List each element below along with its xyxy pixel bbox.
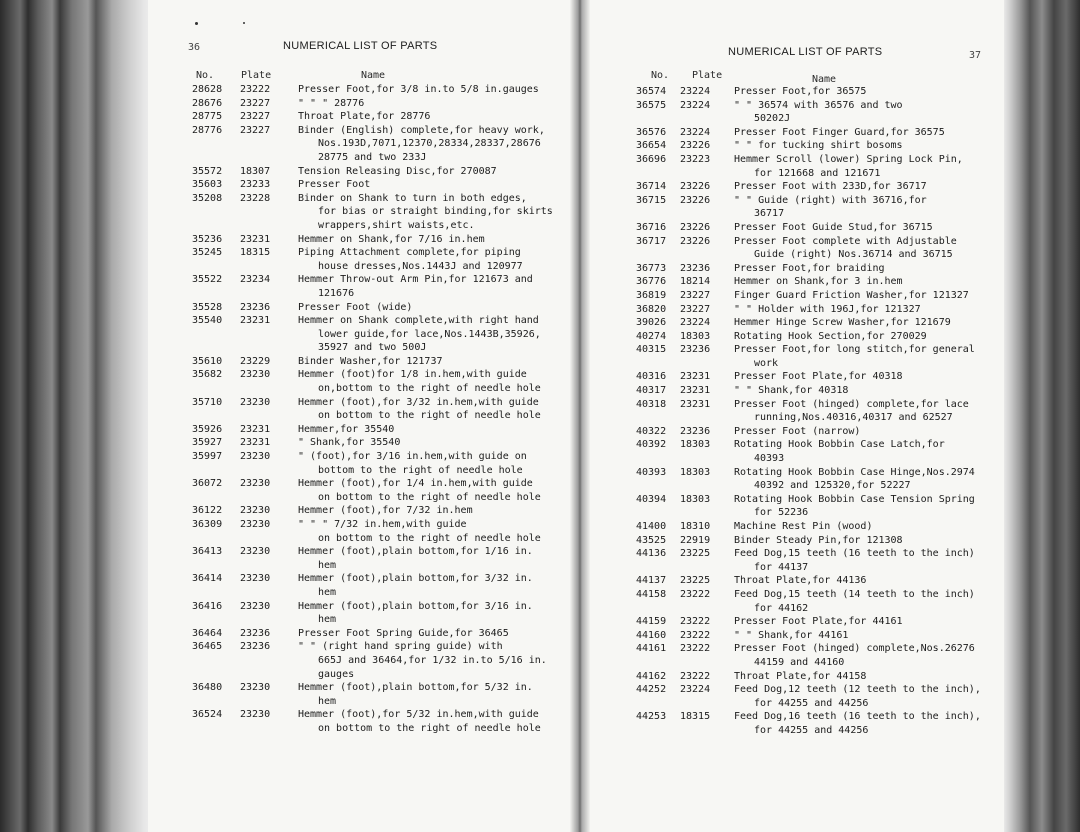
part-number: 41400 — [636, 521, 667, 532]
part-name: Presser Foot (hinged) complete,for lace running,Nos.40316,40317 and 62527 — [734, 398, 969, 424]
part-number: 35682 — [192, 369, 223, 381]
table-row — [636, 316, 996, 330]
part-number: 36773 — [636, 262, 667, 274]
part-name: " (foot),for 3/16 in.hem,with guide on bottom to the right of needle hole — [298, 451, 527, 476]
part-number: 40318 — [636, 398, 667, 410]
col-header-no: No. — [196, 70, 215, 81]
page-number-right: 37 — [969, 50, 982, 61]
plate-number: 23231 — [680, 385, 711, 397]
part-name: Presser Foot,for braiding — [734, 262, 885, 274]
part-name: " " (right hand spring guide) with 665J and 36464,for 1/32 in.to 5/16 in. gauges — [298, 641, 547, 680]
part-number: 36480 — [192, 682, 223, 694]
table-row — [636, 153, 996, 180]
table-row — [192, 450, 562, 477]
plate-number: 23231 — [240, 315, 271, 327]
part-name: Finger Guard Friction Washer,for 121327 — [734, 289, 969, 301]
part-number: 44159 — [636, 616, 667, 628]
plate-number: 23222 — [680, 643, 711, 655]
plate-number: 23227 — [680, 289, 711, 301]
plate-number: 23236 — [240, 641, 271, 653]
part-name: Presser Foot — [298, 179, 371, 191]
part-number: 36072 — [192, 478, 223, 490]
part-name: Presser Foot Plate,for 40318 — [734, 371, 903, 383]
table-row — [192, 504, 562, 518]
table-row — [636, 370, 996, 384]
plate-number: 23224 — [680, 99, 711, 111]
part-number: 35522 — [192, 274, 223, 286]
table-row — [636, 493, 996, 520]
part-name: Presser Foot (narrow) — [734, 425, 861, 437]
part-name: Hemmer (foot),for 5/32 in.hem,with guide on bottom to the right of needle hole — [298, 709, 541, 734]
table-row — [636, 547, 996, 574]
table-row — [636, 275, 996, 289]
part-number: 35528 — [192, 301, 223, 313]
plate-number: 23224 — [680, 684, 711, 696]
table-row — [636, 235, 996, 262]
table-row — [636, 574, 996, 588]
table-row — [192, 314, 562, 355]
part-number: 35710 — [192, 396, 223, 408]
part-number: 36122 — [192, 505, 223, 517]
part-number: 40392 — [636, 439, 667, 451]
plate-number: 23226 — [680, 235, 711, 247]
plate-number: 18303 — [680, 330, 711, 342]
table-row — [192, 572, 562, 599]
part-number: 36716 — [636, 221, 667, 233]
plate-number: 23222 — [680, 588, 711, 600]
plate-number: 23230 — [240, 451, 271, 463]
part-number: 36714 — [636, 181, 667, 193]
table-row — [636, 126, 996, 140]
part-number: 36416 — [192, 600, 223, 612]
scanner-edge-left — [0, 0, 160, 832]
part-name: Presser Foot,for long stitch,for general work — [734, 344, 975, 369]
part-number: 36575 — [636, 99, 667, 111]
table-row — [192, 600, 562, 627]
part-name: Presser Foot Spring Guide,for 36465 — [298, 627, 509, 639]
plate-number: 23236 — [680, 262, 711, 274]
plate-number: 23236 — [680, 344, 711, 356]
table-row — [192, 423, 562, 437]
plate-number: 23226 — [680, 181, 711, 193]
table-row — [192, 192, 562, 233]
plate-number: 23230 — [240, 519, 271, 530]
part-name: Hemmer Throw-out Arm Pin,for 121673 and 121676 — [298, 274, 533, 299]
part-name: Hemmer (foot),plain bottom,for 3/16 in. hem — [298, 600, 533, 626]
page-title-right: NUMERICAL LIST OF PARTS — [728, 46, 883, 58]
plate-number: 23230 — [240, 600, 271, 612]
table-row — [636, 139, 996, 153]
table-row — [192, 627, 562, 641]
part-name: Presser Foot with 233D,for 36717 — [734, 181, 927, 193]
part-name: Machine Rest Pin (wood) — [734, 521, 873, 532]
part-name: " " " 7/32 in.hem,with guide on bottom to the right of needle hole — [298, 519, 541, 544]
plate-number: 18303 — [680, 493, 711, 505]
table-row — [636, 425, 996, 439]
part-number: 44137 — [636, 575, 667, 587]
book-gutter — [570, 0, 590, 832]
part-name: Hemmer on Shank complete,with right hand lower guide,for lace,Nos.1443B,35926, 35927 and two 500J — [298, 315, 541, 354]
part-name: Throat Plate,for 44158 — [734, 670, 867, 682]
plate-number: 23224 — [680, 317, 711, 329]
plate-number: 23224 — [680, 86, 711, 97]
part-number: 44162 — [636, 670, 667, 682]
table-row — [192, 83, 562, 97]
table-row — [636, 534, 996, 548]
part-name: Feed Dog,15 teeth (14 teeth to the inch) for 44162 — [734, 588, 975, 614]
page-number-left: 36 — [188, 42, 201, 53]
part-number: 36717 — [636, 235, 667, 247]
part-name: Presser Foot Guide Stud,for 36715 — [734, 221, 933, 233]
part-name: Presser Foot (wide) — [298, 301, 413, 313]
plate-number: 23230 — [240, 478, 271, 490]
part-name: Binder Washer,for 121737 — [298, 355, 443, 367]
part-name: Hemmer (foot),plain bottom,for 5/32 in. hem — [298, 682, 533, 707]
table-row — [192, 681, 562, 708]
speck — [243, 22, 245, 24]
plate-number: 23226 — [680, 194, 711, 206]
part-name: Throat Plate,for 28776 — [298, 111, 431, 123]
col-header-plate: Plate — [692, 70, 723, 81]
part-number: 44136 — [636, 548, 667, 560]
plate-number: 22919 — [680, 534, 711, 546]
plate-number: 23230 — [240, 505, 271, 517]
plate-number: 18303 — [680, 439, 711, 451]
part-number: 43525 — [636, 534, 667, 546]
table-row — [192, 545, 562, 572]
table-row — [636, 384, 996, 398]
part-name: Feed Dog,12 teeth (12 teeth to the inch), for 44255 and 44256 — [734, 684, 981, 709]
table-row — [192, 165, 562, 179]
table-row — [192, 477, 562, 504]
table-row — [636, 466, 996, 493]
plate-number: 18214 — [680, 276, 711, 288]
part-name: Binder on Shank to turn in both edges, for bias or straight binding,for skirts wrappers,shirt waists,etc. — [298, 192, 553, 231]
part-number: 35997 — [192, 451, 223, 463]
plate-number: 23224 — [680, 126, 711, 138]
part-name: " " for tucking shirt bosoms — [734, 140, 903, 152]
part-number: 40316 — [636, 371, 667, 383]
part-number: 36414 — [192, 573, 223, 585]
part-name: " " Guide (right) with 36716,for 36717 — [734, 194, 927, 220]
plate-number: 23222 — [680, 629, 711, 641]
table-row — [192, 518, 562, 545]
part-number: 35926 — [192, 423, 223, 435]
part-number: 36819 — [636, 289, 667, 301]
table-row — [636, 520, 996, 534]
plate-number: 23231 — [680, 371, 711, 383]
table-row — [192, 273, 562, 300]
table-row — [192, 97, 562, 111]
table-row — [192, 246, 562, 273]
part-number: 36696 — [636, 153, 667, 165]
plate-number: 23227 — [240, 111, 271, 123]
plate-number: 18315 — [240, 247, 271, 259]
part-number: 36309 — [192, 519, 223, 530]
part-name: " Shank,for 35540 — [298, 437, 401, 449]
plate-number: 23227 — [240, 124, 271, 136]
part-number: 35245 — [192, 247, 223, 259]
part-number: 35540 — [192, 315, 223, 327]
part-name: Hemmer (foot),for 7/32 in.hem — [298, 505, 473, 517]
part-number: 44253 — [636, 711, 667, 723]
part-number: 40274 — [636, 330, 667, 342]
plate-number: 23225 — [680, 575, 711, 587]
table-row — [636, 588, 996, 615]
part-number: 40317 — [636, 385, 667, 397]
plate-number: 23230 — [240, 709, 271, 721]
plate-number: 23227 — [240, 97, 271, 109]
scanner-edge-right — [1002, 0, 1080, 832]
table-row — [636, 221, 996, 235]
part-number: 36820 — [636, 303, 667, 315]
part-number: 40315 — [636, 344, 667, 356]
table-row — [192, 124, 562, 165]
plate-number: 23231 — [240, 233, 271, 245]
part-number: 36654 — [636, 140, 667, 152]
part-name: Presser Foot complete with Adjustable Guide (right) Nos.36714 and 36715 — [734, 235, 957, 261]
table-row — [192, 640, 562, 681]
part-number: 36524 — [192, 709, 223, 721]
parts-table-right — [636, 85, 996, 738]
part-name: Presser Foot,for 3/8 in.to 5/8 in.gauges — [298, 84, 539, 95]
table-row — [636, 99, 996, 126]
table-row — [636, 262, 996, 276]
part-number: 36715 — [636, 194, 667, 206]
part-name: Rotating Hook Bobbin Case Latch,for 40393 — [734, 439, 945, 465]
part-name: Hemmer (foot),plain bottom,for 3/32 in. hem — [298, 573, 533, 598]
part-number: 36576 — [636, 126, 667, 138]
table-row — [636, 194, 996, 221]
part-name: Hemmer (foot),for 3/32 in.hem,with guide on bottom to the right of needle hole — [298, 396, 541, 422]
part-number: 44160 — [636, 629, 667, 641]
table-row — [192, 396, 562, 423]
table-row — [636, 670, 996, 684]
plate-number: 23230 — [240, 682, 271, 694]
plate-number: 23229 — [240, 355, 271, 367]
plate-number: 23222 — [240, 84, 271, 95]
col-header-no: No. — [651, 70, 670, 81]
plate-number: 18315 — [680, 711, 711, 723]
table-row — [192, 355, 562, 369]
part-name: Binder Steady Pin,for 121308 — [734, 534, 903, 546]
table-row — [636, 710, 996, 737]
table-row — [636, 330, 996, 344]
table-row — [636, 438, 996, 465]
plate-number: 23222 — [680, 670, 711, 682]
part-number: 35927 — [192, 437, 223, 449]
table-row — [192, 301, 562, 315]
table-row — [192, 368, 562, 395]
plate-number: 23236 — [240, 627, 271, 639]
part-name: " " " 28776 — [298, 97, 365, 109]
plate-number: 23236 — [680, 425, 711, 437]
part-name: Tension Releasing Disc,for 270087 — [298, 165, 497, 177]
part-name: Rotating Hook Bobbin Case Tension Spring for 52236 — [734, 493, 975, 519]
plate-number: 18307 — [240, 165, 271, 177]
part-name: Hemmer (foot)for 1/8 in.hem,with guide on,bottom to the right of needle hole — [298, 369, 541, 395]
table-row — [192, 110, 562, 124]
part-name: Presser Foot Plate,for 44161 — [734, 616, 903, 628]
plate-number: 23226 — [680, 221, 711, 233]
part-name: Hemmer on Shank,for 3 in.hem — [734, 276, 903, 288]
part-number: 36776 — [636, 276, 667, 288]
part-number: 28628 — [192, 84, 223, 95]
table-row — [192, 708, 562, 735]
part-name: " " Holder with 196J,for 121327 — [734, 303, 921, 315]
plate-number: 23230 — [240, 573, 271, 585]
part-name: " " 36574 with 36576 and two 50202J — [734, 99, 903, 125]
part-name: Feed Dog,15 teeth (16 teeth to the inch) for 44137 — [734, 548, 975, 573]
part-number: 35603 — [192, 179, 223, 191]
plate-number: 18310 — [680, 521, 711, 532]
col-header-plate: Plate — [241, 70, 272, 81]
plate-number: 23226 — [680, 140, 711, 152]
table-row — [636, 642, 996, 669]
part-name: Hemmer Hinge Screw Washer,for 121679 — [734, 317, 951, 329]
part-name: Piping Attachment complete,for piping house dresses,Nos.1443J and 120977 — [298, 247, 523, 272]
table-row — [192, 233, 562, 247]
part-number: 36464 — [192, 627, 223, 639]
part-number: 40393 — [636, 466, 667, 478]
part-number: 36413 — [192, 546, 223, 558]
table-row — [636, 629, 996, 643]
table-row — [636, 683, 996, 710]
table-row — [636, 289, 996, 303]
part-number: 28775 — [192, 111, 223, 123]
page-title-left: NUMERICAL LIST OF PARTS — [283, 40, 438, 52]
plate-number: 23233 — [240, 179, 271, 191]
part-number: 36465 — [192, 641, 223, 653]
part-name: Hemmer (foot),plain bottom,for 1/16 in. hem — [298, 546, 533, 571]
plate-number: 23223 — [680, 153, 711, 165]
part-name: " " Shank,for 44161 — [734, 629, 849, 641]
table-row — [636, 85, 996, 99]
part-name: Presser Foot,for 36575 — [734, 86, 867, 97]
plate-number: 23228 — [240, 192, 271, 204]
part-name: Hemmer,for 35540 — [298, 423, 395, 435]
plate-number: 23227 — [680, 303, 711, 315]
part-name: Throat Plate,for 44136 — [734, 575, 867, 587]
table-row — [636, 398, 996, 425]
table-row — [636, 180, 996, 194]
plate-number: 18303 — [680, 466, 711, 478]
part-name: Rotating Hook Section,for 270029 — [734, 330, 927, 342]
part-number: 39026 — [636, 317, 667, 329]
table-row — [192, 178, 562, 192]
part-number: 35208 — [192, 192, 223, 204]
table-row — [636, 303, 996, 317]
part-number: 28776 — [192, 124, 223, 136]
part-number: 44252 — [636, 684, 667, 696]
table-row — [636, 615, 996, 629]
table-row — [192, 436, 562, 450]
part-name: Hemmer on Shank,for 7/16 in.hem — [298, 233, 485, 245]
part-number: 40394 — [636, 493, 667, 505]
plate-number: 23230 — [240, 396, 271, 408]
col-header-name: Name — [361, 70, 386, 81]
plate-number: 23231 — [240, 423, 271, 435]
part-number: 35610 — [192, 355, 223, 367]
plate-number: 23234 — [240, 274, 271, 286]
speck — [195, 22, 198, 25]
part-name: Rotating Hook Bobbin Case Hinge,Nos.2974 40392 and 125320,for 52227 — [734, 466, 975, 492]
plate-number: 23231 — [680, 398, 711, 410]
table-row — [636, 343, 996, 370]
part-number: 40322 — [636, 425, 667, 437]
part-name: Presser Foot (hinged) complete,Nos.26276 44159 and 44160 — [734, 643, 975, 668]
part-name: Feed Dog,16 teeth (16 teeth to the inch), for 44255 and 44256 — [734, 711, 981, 736]
part-number: 35236 — [192, 233, 223, 245]
plate-number: 23225 — [680, 548, 711, 560]
part-number: 28676 — [192, 97, 223, 109]
plate-number: 23230 — [240, 369, 271, 381]
plate-number: 23236 — [240, 301, 271, 313]
part-number: 44161 — [636, 643, 667, 655]
part-name: Binder (English) complete,for heavy work, Nos.193D,7071,12370,28334,28337,28676 28775 and two 233J — [298, 124, 545, 163]
plate-number: 23231 — [240, 437, 271, 449]
part-name: Presser Foot Finger Guard,for 36575 — [734, 126, 945, 138]
plate-number: 23230 — [240, 546, 271, 558]
part-number: 36574 — [636, 86, 667, 97]
part-number: 44158 — [636, 588, 667, 600]
col-header-name: Name — [812, 74, 837, 85]
part-name: Hemmer Scroll (lower) Spring Lock Pin, for 121668 and 121671 — [734, 153, 963, 179]
plate-number: 23222 — [680, 616, 711, 628]
part-name: Hemmer (foot),for 1/4 in.hem,with guide on bottom to the right of needle hole — [298, 478, 541, 503]
part-name: " " Shank,for 40318 — [734, 385, 849, 397]
parts-table-left — [192, 83, 562, 736]
part-number: 35572 — [192, 165, 223, 177]
